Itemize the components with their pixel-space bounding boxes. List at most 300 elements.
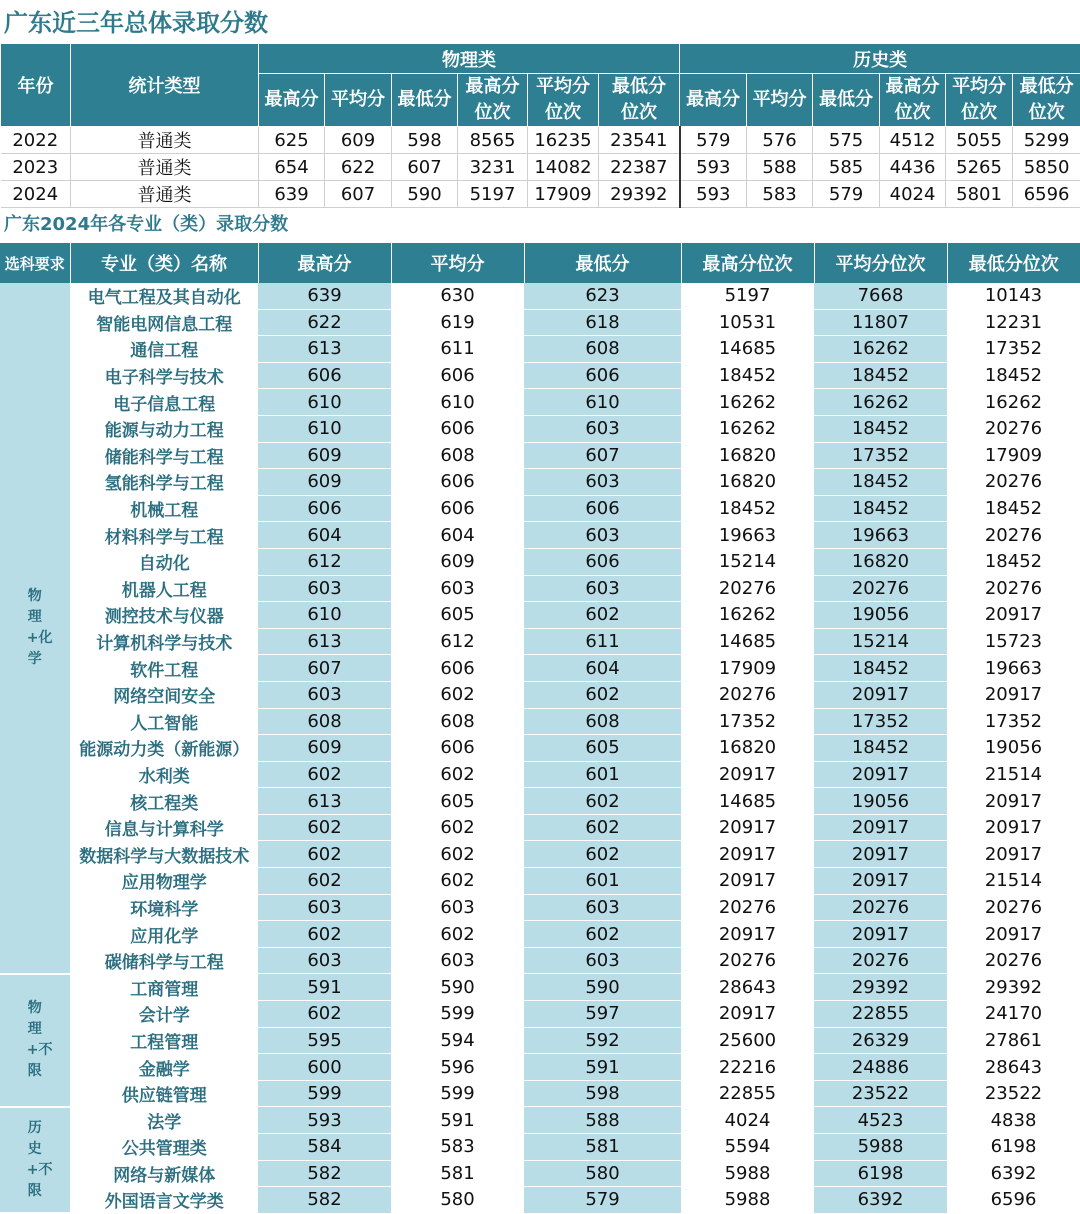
major-value-cell: 19056 (814, 602, 947, 629)
subheader-line1: 平均分 (325, 87, 391, 113)
major-name-cell: 计算机科学与技术 (70, 628, 258, 655)
subheader-line1: 最高分 (680, 87, 746, 113)
major-value-cell: 23522 (814, 1080, 947, 1107)
major-value-cell: 14685 (681, 788, 814, 815)
physics-value-cell: 609 (325, 127, 392, 154)
history-value-cell: 576 (747, 127, 813, 154)
table-row (0, 389, 1080, 416)
major-value-cell: 600 (258, 1054, 391, 1081)
major-value-cell: 5594 (681, 1134, 814, 1161)
major-value-cell: 18452 (947, 362, 1080, 389)
major-value-cell: 20917 (947, 921, 1080, 948)
major-value-cell: 5197 (681, 283, 814, 309)
table-row (0, 1054, 1080, 1081)
table-row (0, 548, 1080, 575)
major-name-cell: 通信工程 (70, 336, 258, 363)
major-name-cell: 环境科学 (70, 894, 258, 921)
majors-title: 广东2024年各专业（类）录取分数 (4, 210, 288, 236)
major-value-cell: 20917 (947, 814, 1080, 841)
major-value-cell: 18452 (814, 655, 947, 682)
table-row (0, 415, 1080, 442)
year-cell: 2024 (1, 181, 71, 208)
major-value-cell: 18452 (814, 415, 947, 442)
major-value-cell: 18452 (814, 469, 947, 496)
major-value-cell: 17352 (681, 708, 814, 735)
physics-value-cell: 590 (392, 181, 458, 208)
table-row (0, 1027, 1080, 1054)
subject-requirement-cell (0, 974, 70, 1107)
major-value-cell: 602 (391, 841, 524, 868)
major-name-cell: 碳储科学与工程 (70, 947, 258, 974)
major-value-cell: 596 (391, 1054, 524, 1081)
major-value-cell: 14685 (681, 628, 814, 655)
subheader-hist (946, 74, 1013, 127)
table-row (0, 575, 1080, 602)
major-value-cell: 5988 (814, 1134, 947, 1161)
major-value-cell: 6198 (814, 1160, 947, 1187)
major-value-cell: 24170 (947, 1001, 1080, 1028)
subheader-line2: 位次 (458, 100, 527, 126)
major-value-cell: 20917 (681, 814, 814, 841)
major-value-cell: 606 (524, 495, 681, 522)
major-value-cell: 590 (391, 974, 524, 1001)
major-value-cell: 16262 (681, 415, 814, 442)
major-value-cell: 606 (391, 469, 524, 496)
subject-requirement-label: 物理+不限 (27, 998, 43, 1082)
major-value-cell: 20276 (947, 415, 1080, 442)
history-value-cell: 5265 (946, 154, 1013, 181)
subheader-phys (259, 74, 325, 127)
major-value-cell: 599 (391, 1001, 524, 1028)
major-value-cell: 27861 (947, 1027, 1080, 1054)
major-value-cell: 607 (258, 655, 391, 682)
majors-header-0: 选科要求 (0, 243, 70, 283)
major-value-cell: 4024 (681, 1107, 814, 1134)
subheader-line1: 平均分 (946, 74, 1012, 100)
major-value-cell: 602 (391, 814, 524, 841)
major-value-cell: 17909 (947, 442, 1080, 469)
major-value-cell: 598 (524, 1080, 681, 1107)
major-name-cell: 金融学 (70, 1054, 258, 1081)
major-value-cell: 602 (391, 868, 524, 895)
major-value-cell: 603 (258, 575, 391, 602)
major-value-cell: 602 (391, 761, 524, 788)
major-value-cell: 15723 (947, 628, 1080, 655)
subheader-hist (747, 74, 813, 127)
major-value-cell: 610 (258, 415, 391, 442)
major-value-cell: 604 (524, 655, 681, 682)
major-value-cell: 15214 (814, 628, 947, 655)
major-value-cell: 20917 (814, 681, 947, 708)
major-value-cell: 6392 (947, 1160, 1080, 1187)
major-name-cell: 机械工程 (70, 495, 258, 522)
table-row (0, 628, 1080, 655)
majors-header-7: 最低分位次 (947, 243, 1080, 283)
major-name-cell: 供应链管理 (70, 1080, 258, 1107)
header-year: 年份 (1, 44, 71, 127)
major-value-cell: 602 (524, 841, 681, 868)
table-row (0, 947, 1080, 974)
table-row (0, 1080, 1080, 1107)
major-value-cell: 612 (258, 548, 391, 575)
major-value-cell: 20917 (814, 814, 947, 841)
major-value-cell: 604 (258, 522, 391, 549)
subheader-line2: 位次 (1013, 100, 1080, 126)
subheader-line2: 位次 (880, 100, 945, 126)
physics-value-cell: 625 (259, 127, 325, 154)
major-value-cell: 608 (258, 708, 391, 735)
major-name-cell: 能源与动力工程 (70, 415, 258, 442)
major-value-cell: 4838 (947, 1107, 1080, 1134)
table-row (0, 1187, 1080, 1214)
major-name-cell: 外国语言文学类 (70, 1187, 258, 1214)
major-value-cell: 610 (524, 389, 681, 416)
subheader-phys (458, 74, 528, 127)
major-value-cell: 20917 (814, 841, 947, 868)
table-row (0, 708, 1080, 735)
subheader-line1: 最高分 (259, 87, 324, 113)
major-value-cell: 601 (524, 761, 681, 788)
year-cell: 2022 (1, 127, 71, 154)
major-name-cell: 电子信息工程 (70, 389, 258, 416)
major-value-cell: 7668 (814, 283, 947, 309)
major-value-cell: 20917 (681, 841, 814, 868)
major-value-cell: 26329 (814, 1027, 947, 1054)
major-value-cell: 603 (524, 469, 681, 496)
major-value-cell: 602 (524, 921, 681, 948)
subheader-line1: 最低分 (813, 87, 879, 113)
history-value-cell: 5850 (1013, 154, 1080, 181)
history-value-cell: 4024 (880, 181, 946, 208)
major-value-cell: 17352 (947, 708, 1080, 735)
major-value-cell: 18452 (681, 362, 814, 389)
majors-header-2: 最高分 (258, 243, 391, 283)
major-value-cell: 17352 (814, 708, 947, 735)
major-name-cell: 法学 (70, 1107, 258, 1134)
major-value-cell: 5988 (681, 1187, 814, 1214)
major-value-cell: 603 (524, 947, 681, 974)
major-value-cell: 19056 (814, 788, 947, 815)
major-value-cell: 28643 (947, 1054, 1080, 1081)
major-value-cell: 20276 (947, 575, 1080, 602)
year-cell: 2023 (1, 154, 71, 181)
subheader-line1: 最低分 (599, 74, 679, 100)
major-value-cell: 18452 (814, 735, 947, 762)
major-value-cell: 603 (391, 575, 524, 602)
major-value-cell: 16262 (681, 602, 814, 629)
major-value-cell: 605 (524, 735, 681, 762)
majors-scores-table (0, 243, 1080, 1214)
major-value-cell: 610 (258, 602, 391, 629)
major-value-cell: 20917 (681, 921, 814, 948)
major-value-cell: 606 (524, 362, 681, 389)
major-name-cell: 储能科学与工程 (70, 442, 258, 469)
major-value-cell: 593 (258, 1107, 391, 1134)
table-row (0, 894, 1080, 921)
majors-header-1: 专业（类）名称 (70, 243, 258, 283)
major-value-cell: 20917 (947, 602, 1080, 629)
major-value-cell: 21514 (947, 761, 1080, 788)
major-value-cell: 597 (524, 1001, 681, 1028)
header-group-history: 历史类 (680, 44, 1080, 74)
major-value-cell: 18452 (814, 495, 947, 522)
major-value-cell: 21514 (947, 868, 1080, 895)
major-name-cell: 应用化学 (70, 921, 258, 948)
major-value-cell: 609 (258, 735, 391, 762)
major-value-cell: 20276 (947, 469, 1080, 496)
major-value-cell: 12231 (947, 309, 1080, 336)
major-value-cell: 608 (524, 336, 681, 363)
major-name-cell: 网络与新媒体 (70, 1160, 258, 1187)
major-value-cell: 612 (391, 628, 524, 655)
major-value-cell: 580 (391, 1187, 524, 1214)
major-value-cell: 594 (391, 1027, 524, 1054)
major-value-cell: 603 (524, 522, 681, 549)
subheader-hist (880, 74, 946, 127)
physics-value-cell: 5197 (458, 181, 528, 208)
major-value-cell: 16262 (681, 389, 814, 416)
history-value-cell: 579 (813, 181, 880, 208)
major-value-cell: 603 (524, 575, 681, 602)
major-name-cell: 机器人工程 (70, 575, 258, 602)
major-value-cell: 630 (391, 283, 524, 309)
table-row (0, 362, 1080, 389)
table-row (0, 655, 1080, 682)
history-value-cell: 588 (747, 154, 813, 181)
major-value-cell: 602 (524, 602, 681, 629)
major-value-cell: 606 (391, 362, 524, 389)
major-value-cell: 22855 (814, 1001, 947, 1028)
physics-value-cell: 607 (325, 181, 392, 208)
major-value-cell: 602 (391, 921, 524, 948)
major-name-cell: 氢能科学与工程 (70, 469, 258, 496)
major-value-cell: 10143 (947, 283, 1080, 309)
physics-value-cell: 8565 (458, 127, 528, 154)
type-cell: 普通类 (71, 154, 259, 181)
major-name-cell: 智能电网信息工程 (70, 309, 258, 336)
majors-header-5: 最高分位次 (681, 243, 814, 283)
major-value-cell: 591 (524, 1054, 681, 1081)
physics-value-cell: 598 (392, 127, 458, 154)
major-value-cell: 28643 (681, 974, 814, 1001)
header-group-physics: 物理类 (259, 44, 680, 74)
major-value-cell: 19056 (947, 735, 1080, 762)
major-value-cell: 20276 (681, 947, 814, 974)
major-value-cell: 602 (524, 681, 681, 708)
table-row (0, 1107, 1080, 1134)
history-value-cell: 5801 (946, 181, 1013, 208)
major-value-cell: 18452 (947, 495, 1080, 522)
table-row (0, 868, 1080, 895)
major-value-cell: 18452 (681, 495, 814, 522)
major-value-cell: 29392 (814, 974, 947, 1001)
major-value-cell: 591 (391, 1107, 524, 1134)
major-value-cell: 16262 (947, 389, 1080, 416)
table-row (0, 735, 1080, 762)
major-value-cell: 602 (524, 814, 681, 841)
table-row (0, 1001, 1080, 1028)
major-value-cell: 17352 (947, 336, 1080, 363)
major-name-cell: 软件工程 (70, 655, 258, 682)
subheader-line1: 最低分 (1013, 74, 1080, 100)
major-value-cell: 20917 (681, 761, 814, 788)
physics-value-cell: 29392 (599, 181, 680, 208)
physics-value-cell: 622 (325, 154, 392, 181)
major-value-cell: 22216 (681, 1054, 814, 1081)
subheader-hist (1013, 74, 1080, 127)
subheader-phys (528, 74, 599, 127)
table-row (1, 181, 1080, 208)
major-name-cell: 测控技术与仪器 (70, 602, 258, 629)
table-row (0, 469, 1080, 496)
major-value-cell: 19663 (814, 522, 947, 549)
major-value-cell: 602 (258, 868, 391, 895)
major-value-cell: 18452 (947, 548, 1080, 575)
major-value-cell: 20917 (681, 868, 814, 895)
major-value-cell: 17909 (681, 655, 814, 682)
major-value-cell: 16820 (681, 469, 814, 496)
major-value-cell: 4523 (814, 1107, 947, 1134)
major-value-cell: 29392 (947, 974, 1080, 1001)
history-value-cell: 6596 (1013, 181, 1080, 208)
major-value-cell: 5988 (681, 1160, 814, 1187)
major-value-cell: 590 (524, 974, 681, 1001)
major-value-cell: 639 (258, 283, 391, 309)
type-cell: 普通类 (71, 127, 259, 154)
major-value-cell: 602 (258, 761, 391, 788)
major-value-cell: 605 (391, 788, 524, 815)
table-row (1, 154, 1080, 181)
major-value-cell: 602 (524, 788, 681, 815)
major-value-cell: 24886 (814, 1054, 947, 1081)
major-value-cell: 603 (391, 947, 524, 974)
physics-value-cell: 23541 (599, 127, 680, 154)
major-name-cell: 材料科学与工程 (70, 522, 258, 549)
major-value-cell: 14685 (681, 336, 814, 363)
major-value-cell: 606 (391, 655, 524, 682)
major-value-cell: 20276 (814, 947, 947, 974)
major-value-cell: 20276 (947, 894, 1080, 921)
major-value-cell: 608 (391, 708, 524, 735)
major-value-cell: 618 (524, 309, 681, 336)
major-name-cell: 数据科学与大数据技术 (70, 841, 258, 868)
major-value-cell: 20917 (681, 1001, 814, 1028)
major-name-cell: 核工程类 (70, 788, 258, 815)
major-value-cell: 611 (391, 336, 524, 363)
history-value-cell: 593 (680, 181, 747, 208)
major-value-cell: 20276 (814, 575, 947, 602)
header-type: 统计类型 (71, 44, 259, 127)
major-value-cell: 20276 (681, 575, 814, 602)
subheader-line2: 位次 (528, 100, 598, 126)
major-value-cell: 609 (391, 548, 524, 575)
history-value-cell: 593 (680, 154, 747, 181)
major-value-cell: 599 (391, 1080, 524, 1107)
major-value-cell: 599 (258, 1080, 391, 1107)
major-value-cell: 603 (258, 894, 391, 921)
major-value-cell: 613 (258, 788, 391, 815)
table-row (1, 127, 1080, 154)
physics-value-cell: 639 (259, 181, 325, 208)
table-row (0, 814, 1080, 841)
major-name-cell: 能源动力类（新能源） (70, 735, 258, 762)
subheader-phys (325, 74, 392, 127)
majors-header-4: 最低分 (524, 243, 681, 283)
major-value-cell: 602 (258, 841, 391, 868)
major-value-cell: 622 (258, 309, 391, 336)
major-value-cell: 580 (524, 1160, 681, 1187)
major-name-cell: 电气工程及其自动化 (70, 283, 258, 309)
table-row (0, 442, 1080, 469)
major-value-cell: 20917 (814, 868, 947, 895)
subheader-line1: 平均分 (747, 87, 812, 113)
major-value-cell: 6392 (814, 1187, 947, 1214)
major-value-cell: 20276 (681, 681, 814, 708)
physics-value-cell: 16235 (528, 127, 599, 154)
subject-requirement-label: 历史+不限 (27, 1118, 43, 1202)
major-value-cell: 25600 (681, 1027, 814, 1054)
major-value-cell: 19663 (681, 522, 814, 549)
major-name-cell: 电子科学与技术 (70, 362, 258, 389)
major-value-cell: 23522 (947, 1080, 1080, 1107)
subject-requirement-cell (0, 1107, 70, 1213)
major-value-cell: 20917 (814, 921, 947, 948)
major-value-cell: 603 (258, 947, 391, 974)
major-value-cell: 613 (258, 628, 391, 655)
physics-value-cell: 3231 (458, 154, 528, 181)
majors-header-3: 平均分 (391, 243, 524, 283)
table-row (0, 283, 1080, 309)
table-row (0, 974, 1080, 1001)
table-row (0, 788, 1080, 815)
major-value-cell: 582 (258, 1160, 391, 1187)
major-value-cell: 16262 (814, 389, 947, 416)
major-value-cell: 16820 (814, 548, 947, 575)
major-value-cell: 11807 (814, 309, 947, 336)
subheader-line2: 位次 (599, 100, 679, 126)
major-value-cell: 19663 (947, 655, 1080, 682)
major-value-cell: 20276 (681, 894, 814, 921)
major-value-cell: 18452 (814, 362, 947, 389)
major-value-cell: 606 (391, 415, 524, 442)
major-value-cell: 15214 (681, 548, 814, 575)
table-row (0, 1134, 1080, 1161)
major-value-cell: 603 (524, 894, 681, 921)
major-name-cell: 应用物理学 (70, 868, 258, 895)
major-value-cell: 606 (391, 735, 524, 762)
table-row (0, 1160, 1080, 1187)
major-value-cell: 606 (258, 362, 391, 389)
subject-requirement-cell (0, 283, 70, 974)
major-value-cell: 20917 (814, 761, 947, 788)
major-name-cell: 会计学 (70, 1001, 258, 1028)
major-value-cell: 595 (258, 1027, 391, 1054)
major-value-cell: 581 (524, 1134, 681, 1161)
table-row (0, 495, 1080, 522)
major-value-cell: 606 (391, 495, 524, 522)
major-value-cell: 16262 (814, 336, 947, 363)
table-row (0, 522, 1080, 549)
major-name-cell: 水利类 (70, 761, 258, 788)
table-row (0, 921, 1080, 948)
history-value-cell: 579 (680, 127, 747, 154)
major-value-cell: 591 (258, 974, 391, 1001)
major-value-cell: 6596 (947, 1187, 1080, 1214)
major-name-cell: 人工智能 (70, 708, 258, 735)
major-value-cell: 584 (258, 1134, 391, 1161)
table-row (0, 602, 1080, 629)
major-value-cell: 613 (258, 336, 391, 363)
